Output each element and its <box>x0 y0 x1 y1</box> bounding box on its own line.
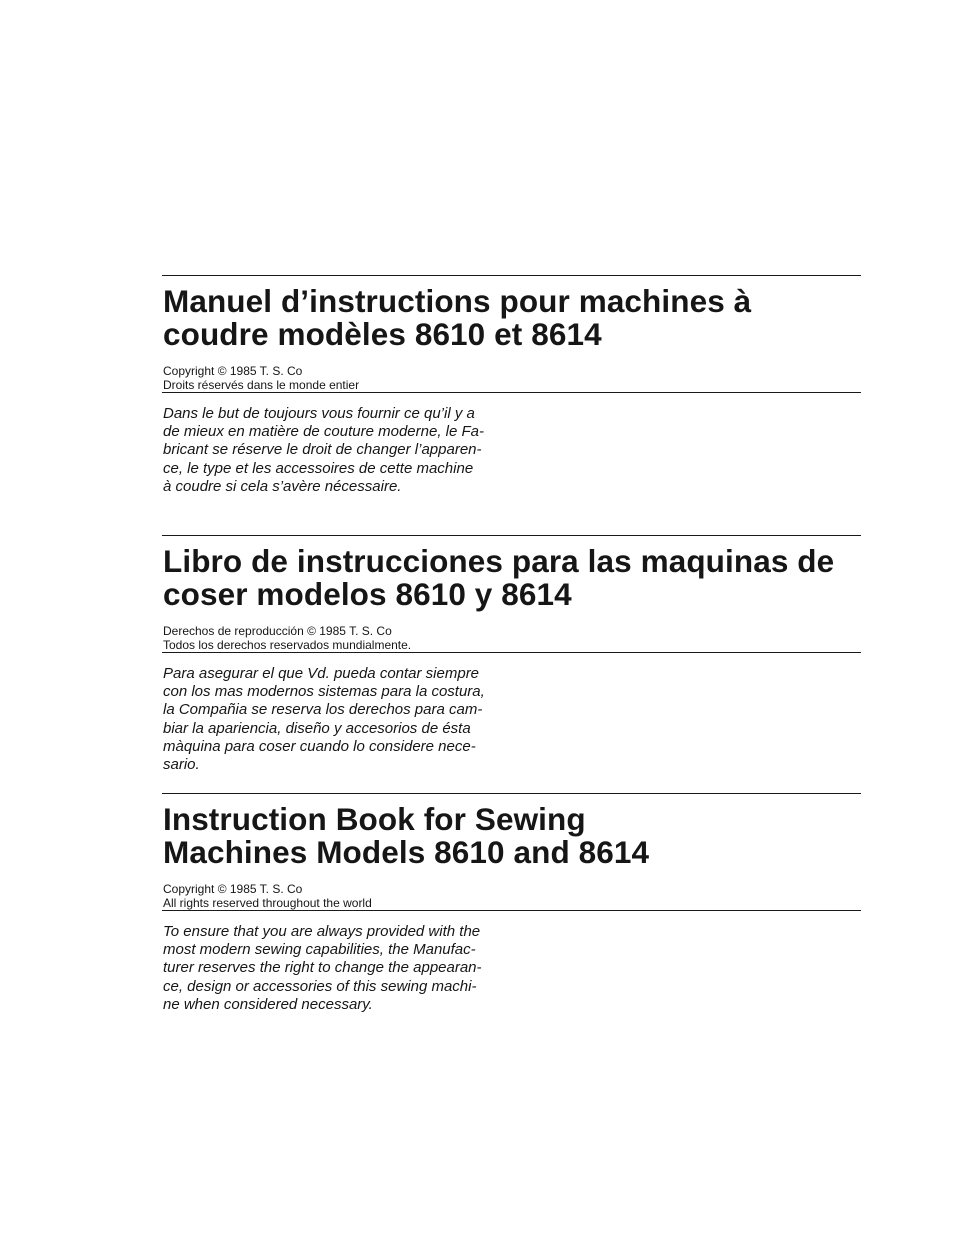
copyright-divider <box>162 910 861 911</box>
copyright-line: Copyright © 1985 T. S. Co <box>163 364 303 378</box>
notice-text: Dans le but de toujours vous fournir ce qu’il y a de mieux en matière de couture moderne, le Fa- bricant se réserve le droit de changer l’apparen- ce, le type et les accessoires de cette machine à coudre si cela s’avère nécessaire. <box>163 405 484 495</box>
section-spanish <box>162 535 861 774</box>
notice-text: To ensure that you are always provided with the most modern sewing capabilities, the Manufac- turer reserves the right to change the appearan- ce, design or accessories of this sewing machi- ne when considered necessary. <box>163 923 482 1013</box>
notice-text: Para asegurar el que Vd. pueda contar siempre con los mas modernos sistemas para la costura, la Compañia se reserva los derechos para cam- biar la apariencia, diseño y accesorios de ésta màquina para coser cuando lo considere nece- sario. <box>163 665 485 774</box>
copyright-divider <box>162 652 861 653</box>
rights-line: Todos los derechos reservados mundialmente. <box>163 637 412 652</box>
section-divider <box>162 535 861 536</box>
section-english <box>162 793 861 1014</box>
copyright-divider <box>162 392 861 393</box>
copyright-line: Derechos de reproducción © 1985 T. S. Co <box>163 624 392 638</box>
section-divider <box>162 793 861 794</box>
rights-line: Droits réservés dans le monde entier <box>163 377 360 392</box>
copyright-block <box>163 365 861 392</box>
copyright-line: Copyright © 1985 T. S. Co <box>163 882 303 896</box>
rights-line: All rights reserved throughout the world <box>163 895 372 910</box>
section-french <box>162 275 861 496</box>
section-title: Manuel d’instructions pour machines à coudre modèles 8610 et 8614 <box>163 283 752 352</box>
copyright-block <box>163 625 861 652</box>
copyright-block <box>163 883 861 910</box>
section-title: Instruction Book for Sewing Machines Models 8610 and 8614 <box>163 801 650 870</box>
section-title: Libro de instrucciones para las maquinas de coser modelos 8610 y 8614 <box>163 543 835 612</box>
section-divider <box>162 275 861 276</box>
